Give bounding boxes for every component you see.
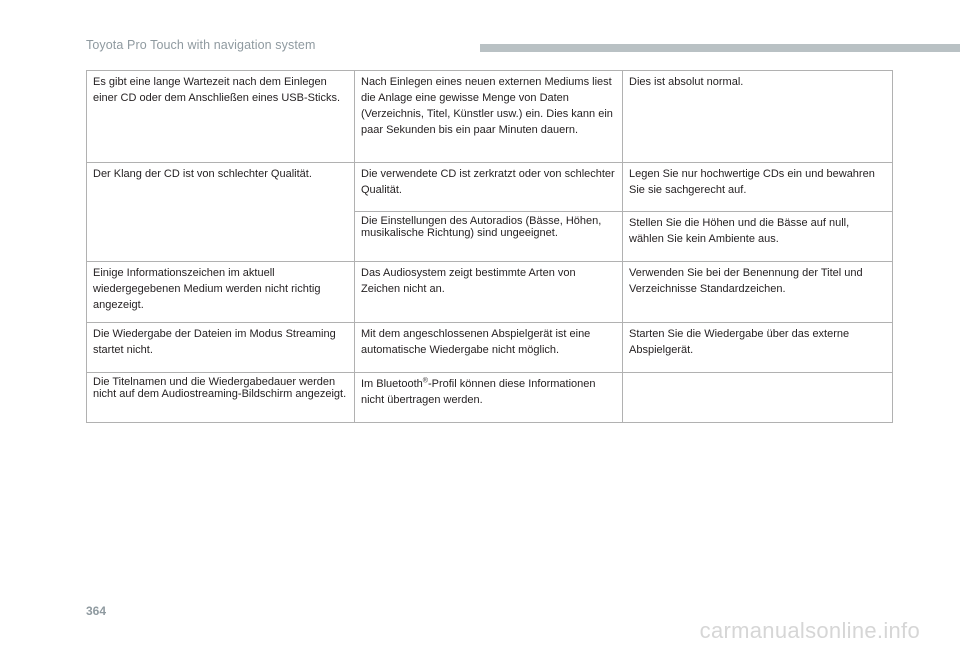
troubleshooting-table	[86, 70, 893, 423]
cause-cell: Das Audiosystem zeigt bestimmte Arten von Zeichen nicht an.	[355, 262, 623, 323]
solution-cell: Legen Sie nur hochwertige CDs ein und bewahren Sie sie sachgerecht auf.	[623, 163, 893, 212]
cause-text-pre: Im Bluetooth	[361, 378, 423, 390]
cause-cell: Die verwendete CD ist zerkratzt oder von schlechter Qualität.	[355, 163, 623, 212]
table-row	[87, 163, 893, 212]
cause-cell: Mit dem angeschlossenen Abspielgerät ist eine automatische Wiedergabe nicht möglich.	[355, 323, 623, 373]
problem-cell: Die Wiedergabe der Dateien im Modus Streaming startet nicht.	[87, 323, 355, 373]
problem-cell: Der Klang der CD ist von schlechter Qualität.	[87, 163, 355, 262]
table-row	[87, 262, 893, 323]
problem-cell: Einige Informationszeichen im aktuell wiedergegebenen Medium werden nicht richtig angezeigt.	[87, 262, 355, 323]
cause-cell	[355, 373, 623, 423]
cause-cell: Die Einstellungen des Autoradios (Bässe, Höhen, musikalische Richtung) sind ungeeignet.	[355, 212, 623, 262]
problem-cell: Die Titelnamen und die Wiedergabedauer werden nicht auf dem Audiostreaming-Bildschirm angezeigt.	[87, 373, 355, 423]
header-bar	[480, 44, 960, 52]
cause-cell: Nach Einlegen eines neuen externen Mediums liest die Anlage eine gewisse Menge von Daten (Verzeichnis, Titel, Künstler usw.) ein. Dies kann ein paar Sekunden bis ein paar Minuten dauern.	[355, 71, 623, 163]
page-number: 364	[86, 604, 107, 618]
solution-cell: Verwenden Sie bei der Benennung der Titel und Verzeichnisse Standardzeichen.	[623, 262, 893, 323]
solution-cell	[623, 373, 893, 423]
table-row	[87, 373, 893, 423]
solution-cell: Stellen Sie die Höhen und die Bässe auf null, wählen Sie kein Ambiente aus.	[623, 212, 893, 262]
table-row	[87, 323, 893, 373]
watermark: carmanualsonline.info	[699, 618, 920, 643]
registered-mark: ®	[422, 377, 428, 385]
problem-cell: Es gibt eine lange Wartezeit nach dem Einlegen einer CD oder dem Anschließen eines USB-Sticks.	[87, 71, 355, 163]
solution-cell: Starten Sie die Wiedergabe über das externe Abspielgerät.	[623, 323, 893, 373]
cause-text-post: -Profil können diese Informationen nicht übertragen werden.	[361, 378, 596, 406]
table-row	[87, 71, 893, 163]
solution-cell: Dies ist absolut normal.	[623, 71, 893, 163]
header-title: Toyota Pro Touch with navigation system	[86, 38, 316, 52]
